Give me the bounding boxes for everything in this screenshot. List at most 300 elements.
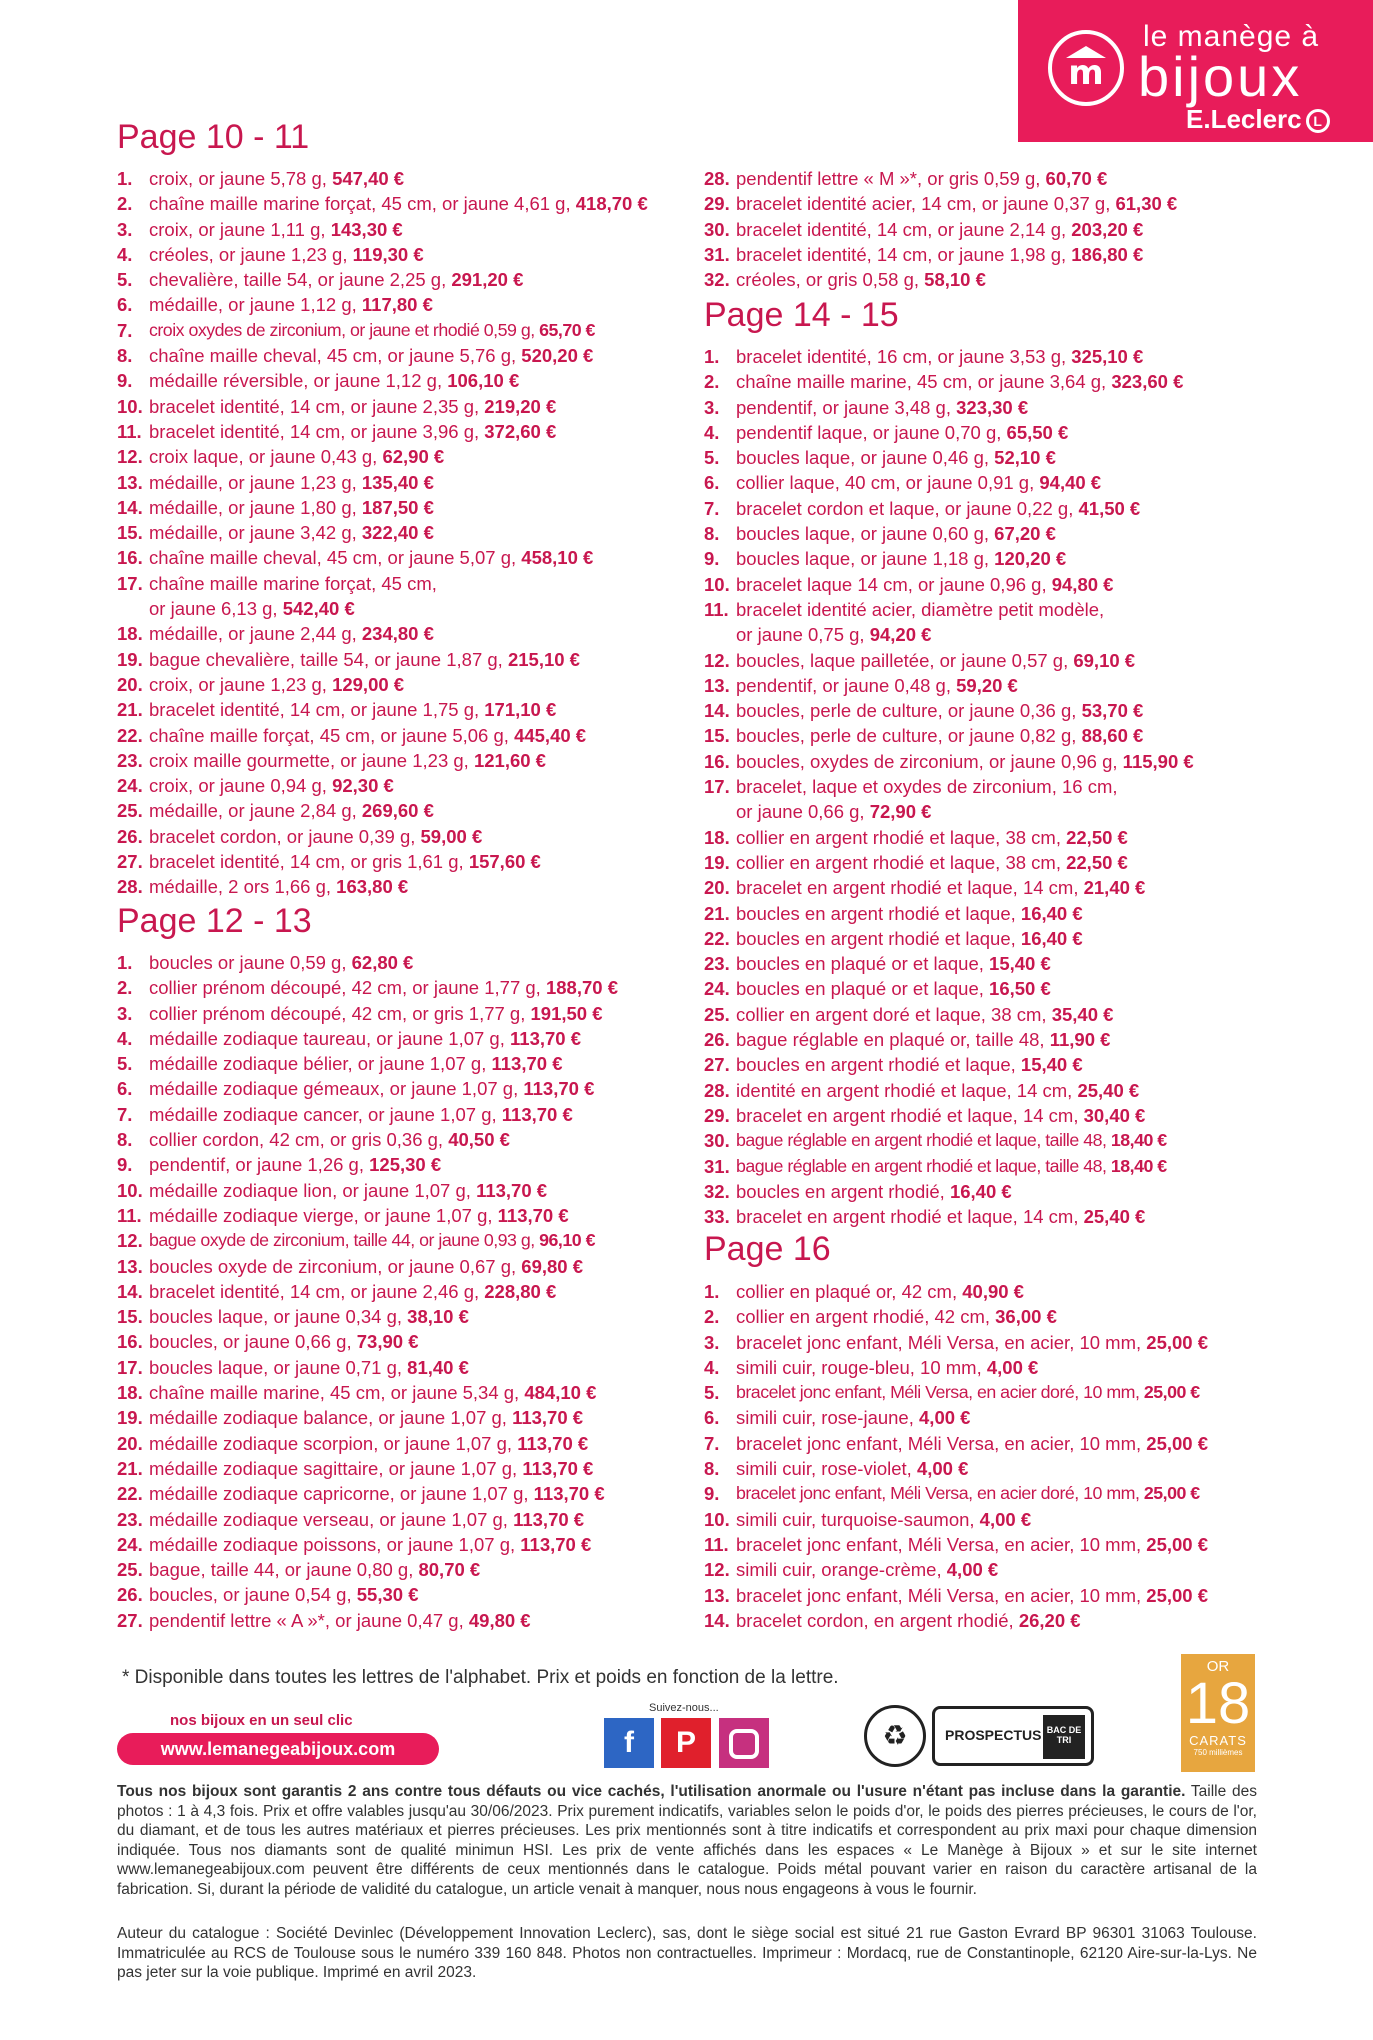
legal-lead: Tous nos bijoux sont garantis 2 ans contre tous défauts ou vice cachés, l'utilisation anormale ou l'usure n'étant pas incluse dans la garantie. [117, 1783, 1186, 1800]
item-number: 13. [704, 674, 730, 696]
list-item [704, 1002, 1194, 1027]
item-description: collier en argent doré et laque, 38 cm, [736, 1003, 1052, 1025]
list-item [117, 1127, 618, 1152]
list-item [704, 546, 1194, 571]
list-item [117, 950, 618, 975]
list-item [117, 1026, 618, 1051]
item-description: bracelet identité, 14 cm, or jaune 1,98 g, [736, 243, 1072, 265]
list-item [117, 368, 648, 393]
item-number: 27. [117, 851, 143, 873]
item-number: 4. [704, 421, 720, 443]
item-price: 88,60 € [1081, 725, 1144, 747]
item-number: 14. [704, 700, 730, 722]
instagram-icon[interactable] [719, 1718, 769, 1768]
item-description: médaille zodiaque balance, or jaune 1,07 g, [149, 1407, 513, 1429]
item-description: chaîne maille cheval, 45 cm, or jaune 5,07 g, [149, 547, 522, 569]
item-description: bracelet en argent rhodié et laque, 14 cm, [736, 877, 1084, 899]
item-description: médaille zodiaque sagittaire, or jaune 1,07 g, [149, 1457, 523, 1479]
item-number: 21. [117, 699, 143, 721]
item-number: 25. [117, 800, 143, 822]
item-description: bracelet jonc enfant, Méli Versa, en acier, 10 mm, [736, 1432, 1147, 1454]
item-price: 62,80 € [351, 952, 414, 973]
item-number: 17. [117, 572, 143, 594]
item-number: 2. [117, 193, 133, 215]
list-item [117, 1608, 618, 1633]
item-number: 19. [117, 648, 143, 670]
item-price: 55,30 € [356, 1584, 419, 1606]
item-price: 113,70 € [497, 1204, 569, 1226]
item-list-p12 [117, 950, 618, 1633]
list-item [117, 1228, 618, 1253]
item-description: boucles en argent rhodié et laque, [736, 927, 1021, 949]
item-number: 21. [704, 902, 730, 924]
item-price: 73,90 € [356, 1331, 419, 1353]
item-description: boucles en argent rhodié et laque, [736, 902, 1021, 924]
list-item [117, 267, 648, 292]
item-number: 32. [704, 269, 730, 291]
item-price: 49,80 € [468, 1609, 531, 1631]
item-description: bracelet jonc enfant, Méli Versa, en acier, 10 mm, [736, 1331, 1147, 1353]
item-description: bracelet identité, 14 cm, or jaune 1,75 g, [149, 699, 485, 721]
item-description: boucles en plaqué or et laque, [736, 978, 990, 1000]
item-number: 25. [704, 1003, 730, 1025]
item-price: 16,40 € [1020, 902, 1083, 924]
item-number: 25. [117, 1559, 143, 1581]
item-price: 30,40 € [1083, 1104, 1146, 1126]
item-description: médaille, or jaune 2,44 g, [149, 623, 362, 645]
item-number: 2. [117, 977, 133, 999]
item-number: 33. [704, 1206, 730, 1228]
item-number: 6. [704, 1407, 720, 1429]
item-price: 187,50 € [361, 496, 434, 518]
item-price: 203,20 € [1071, 218, 1144, 240]
item-price: 191,50 € [530, 1002, 603, 1024]
item-number: 2. [704, 371, 720, 393]
pinterest-icon[interactable]: P [661, 1718, 711, 1768]
item-price: 4,00 € [916, 1458, 969, 1480]
item-price: 418,70 € [575, 193, 648, 215]
item-number: 7. [117, 319, 133, 341]
list-item [117, 242, 648, 267]
item-description: médaille, or jaune 3,42 g, [149, 522, 362, 544]
item-description: boucles, perle de culture, or jaune 0,36 g, [736, 700, 1082, 722]
item-description: croix, or jaune 5,78 g, [149, 168, 333, 189]
item-price: 228,80 € [484, 1280, 557, 1302]
list-item [117, 1355, 618, 1380]
list-item [704, 926, 1194, 951]
item-list-p12-continued [704, 166, 1177, 292]
item-price: 22,50 € [1066, 851, 1128, 873]
item-price: 16,40 € [949, 1180, 1012, 1202]
item-description: or jaune 0,75 g, [736, 624, 870, 646]
logo-line3: E.Leclerc L [1186, 104, 1330, 135]
website-link[interactable]: www.lemanegeabijoux.com [117, 1733, 439, 1765]
item-price: 67,20 € [994, 523, 1056, 545]
credits-text: Auteur du catalogue : Société Devinlec (Développement Innovation Leclerc), sas, dont le siège social est situé 21 rue Gaston Evrard BP 96301 31063 Toulouse. Immatriculée au RCS de Toulouse sous le numéro 339 160 848. Photos non contractuelles. Imprimeur : Mordacq, rue de Constantinople, 62120 Aire-sur-la-Lys. Ne pas jeter sur la voie publique. Imprimé en avril 2023. [117, 1925, 1257, 1982]
item-description: médaille, or jaune 2,84 g, [149, 800, 362, 822]
footnote: * Disponible dans toutes les lettres de l'alphabet. Prix et poids en fonction de la lettre. [122, 1667, 839, 1688]
item-number: 4. [704, 1356, 720, 1378]
item-number: 14. [117, 496, 143, 518]
item-description: bracelet identité, 14 cm, or jaune 2,46 g, [149, 1280, 485, 1302]
item-price: 291,20 € [451, 269, 524, 291]
item-price: 25,40 € [1083, 1206, 1146, 1228]
list-item [117, 292, 648, 317]
list-item [117, 874, 648, 899]
list-item [704, 825, 1194, 850]
item-price: 11,90 € [1049, 1029, 1111, 1051]
list-item [117, 1329, 618, 1354]
item-description: créoles, or jaune 1,23 g, [149, 243, 353, 265]
item-description: pendentif lettre « M »*, or gris 0,59 g, [736, 168, 1046, 189]
list-item [117, 444, 648, 469]
item-price: 163,80 € [336, 876, 409, 898]
item-description: chaîne maille forçat, 45 cm, or jaune 5,06 g, [149, 724, 515, 746]
item-description: bracelet identité, 14 cm, or gris 1,61 g, [149, 851, 469, 873]
item-description: bracelet identité, 14 cm, or jaune 2,35 g, [149, 395, 485, 417]
list-item [117, 1178, 618, 1203]
item-price: 171,10 € [484, 699, 557, 721]
item-price: 215,10 € [507, 648, 580, 670]
item-price: 186,80 € [1071, 243, 1144, 265]
item-description: médaille zodiaque gémeaux, or jaune 1,07 g, [149, 1078, 524, 1100]
item-description: bracelet laque 14 cm, or jaune 0,96 g, [736, 573, 1052, 595]
triman-recycling-icon: ♻ [864, 1705, 926, 1767]
item-number: 5. [117, 269, 133, 291]
item-number: 24. [117, 1533, 143, 1555]
item-number: 9. [117, 1154, 133, 1176]
item-price: 59,20 € [956, 674, 1018, 696]
item-number: 27. [704, 1054, 730, 1076]
item-description: croix, or jaune 1,23 g, [149, 673, 333, 695]
item-price: 135,40 € [361, 471, 434, 493]
item-number: 24. [117, 775, 143, 797]
item-number: 8. [704, 523, 720, 545]
item-price: 16,50 € [989, 978, 1051, 1000]
recycle-bin-icon: BAC DE TRI [1043, 1715, 1085, 1759]
list-item [117, 1507, 618, 1532]
list-item [117, 1279, 618, 1304]
item-description: bracelet, laque et oxydes de zirconium, 16 cm, [736, 776, 1118, 798]
item-number: 3. [117, 218, 133, 240]
item-price: 92,30 € [332, 775, 394, 797]
gold-18-carats-badge: OR 18 CARATS 750 millièmes [1181, 1654, 1255, 1772]
item-number: 1. [117, 952, 133, 973]
item-description: médaille zodiaque poissons, or jaune 1,07 g, [149, 1533, 521, 1555]
logo-mark-icon: m [1048, 30, 1124, 106]
item-number: 11. [117, 420, 142, 442]
item-price: 458,10 € [521, 547, 594, 569]
list-item [117, 1557, 618, 1582]
list-item [117, 1532, 618, 1557]
list-item [117, 1254, 618, 1279]
item-price: 25,00 € [1143, 1483, 1200, 1504]
item-description: bracelet en argent rhodié et laque, 14 cm, [736, 1206, 1084, 1228]
list-item [704, 1608, 1208, 1633]
list-item [117, 495, 648, 520]
item-price: 81,40 € [407, 1356, 469, 1378]
item-description: bague, taille 44, or jaune 0,80 g, [149, 1559, 419, 1581]
item-description: médaille, or jaune 1,80 g, [149, 496, 362, 518]
item-price: 113,70 € [491, 1053, 563, 1075]
list-item [704, 1179, 1194, 1204]
list-item [704, 698, 1194, 723]
item-number: 9. [704, 1483, 720, 1505]
item-price: 65,70 € [539, 319, 595, 340]
logo-line1: le manège à [1143, 20, 1320, 53]
item-price: 35,40 € [1051, 1003, 1114, 1025]
list-item [704, 420, 1194, 445]
item-description: collier en argent rhodié et laque, 38 cm, [736, 851, 1067, 873]
list-item [117, 1304, 618, 1329]
item-number: 11. [117, 1204, 142, 1226]
item-price: 322,40 € [361, 522, 434, 544]
item-number: 3. [704, 1331, 720, 1353]
item-price: 25,40 € [1077, 1079, 1140, 1101]
item-description: collier en argent rhodié, 42 cm, [736, 1306, 996, 1328]
item-number: 1. [704, 1281, 720, 1302]
list-item [117, 1380, 618, 1405]
item-description: simili cuir, rose-jaune, [736, 1407, 920, 1429]
item-description: bracelet identité acier, 14 cm, or jaune 0,37 g, [736, 193, 1116, 215]
item-number: 31. [704, 243, 730, 265]
item-number: 28. [704, 1079, 730, 1101]
item-price: 69,10 € [1073, 649, 1136, 671]
item-price: 125,30 € [369, 1154, 442, 1176]
item-price: 58,10 € [924, 269, 986, 291]
item-description: pendentif, or jaune 0,48 g, [736, 674, 957, 696]
item-description: bracelet jonc enfant, Méli Versa, en acier, 10 mm, [736, 1533, 1147, 1555]
item-number: 28. [117, 876, 143, 898]
item-description: bracelet identité acier, diamètre petit modèle, [736, 598, 1105, 620]
item-price: 16,40 € [1020, 927, 1083, 949]
item-description: chaîne maille marine, 45 cm, or jaune 3,64 g, [736, 371, 1112, 393]
item-description: bracelet jonc enfant, Méli Versa, en acier, 10 mm, [736, 1584, 1147, 1606]
item-price: 4,00 € [979, 1508, 1032, 1530]
item-description: boucles en plaqué or et laque, [736, 953, 990, 975]
logo-line2: bijoux [1138, 45, 1303, 108]
item-number: 12. [117, 446, 143, 468]
item-number: 31. [704, 1155, 730, 1177]
list-item [704, 369, 1194, 394]
item-description: bracelet cordon, or jaune 0,39 g, [149, 825, 421, 847]
item-number: 8. [704, 1458, 720, 1480]
item-description: bracelet identité, 14 cm, or jaune 2,14 g, [736, 218, 1072, 240]
list-item [117, 1152, 618, 1177]
item-number: 12. [117, 1230, 143, 1252]
list-item [704, 572, 1194, 597]
item-price: 94,20 € [869, 624, 932, 646]
item-price: 52,10 € [994, 447, 1056, 469]
item-price: 106,10 € [447, 370, 520, 392]
list-item [117, 1582, 618, 1607]
item-number: 10. [704, 1508, 730, 1530]
item-number: 14. [704, 1609, 730, 1631]
item-price: 117,80 € [361, 294, 433, 316]
item-description: boucles laque, or jaune 0,34 g, [149, 1306, 408, 1328]
item-number: 19. [704, 851, 730, 873]
list-item [117, 343, 648, 368]
item-description: boucles laque, or jaune 0,46 g, [736, 447, 995, 469]
item-price: 547,40 € [332, 168, 405, 189]
item-number: 18. [117, 623, 143, 645]
item-number: 17. [117, 1356, 143, 1378]
item-price: 18,40 € [1110, 1155, 1167, 1176]
item-description: collier prénom découpé, 42 cm, or gris 1,77 g, [149, 1002, 531, 1024]
item-description: médaille zodiaque bélier, or jaune 1,07 g, [149, 1053, 492, 1075]
item-description: bracelet en argent rhodié et laque, 14 cm, [736, 1104, 1084, 1126]
list-item [704, 774, 1194, 799]
list-item [117, 773, 648, 798]
item-number: 22. [117, 1483, 143, 1505]
item-number: 22. [117, 724, 143, 746]
list-item [117, 975, 618, 1000]
list-item [117, 166, 648, 191]
list-item [704, 673, 1194, 698]
item-description: simili cuir, rose-violet, [736, 1458, 917, 1480]
item-number: 16. [117, 1331, 143, 1353]
item-number: 18. [704, 826, 730, 848]
item-number: 14. [117, 1280, 143, 1302]
item-price: 61,30 € [1115, 193, 1178, 215]
item-description: croix, or jaune 1,11 g, [149, 218, 331, 240]
item-description: collier cordon, 42 cm, or gris 0,36 g, [149, 1129, 449, 1151]
item-number: 4. [117, 243, 133, 265]
list-item [704, 1355, 1208, 1380]
list-item [704, 1507, 1208, 1532]
item-description: boucles, or jaune 0,66 g, [149, 1331, 357, 1353]
list-item [704, 395, 1194, 420]
item-description: boucles, laque pailletée, or jaune 0,57 g, [736, 649, 1074, 671]
leclerc-badge-icon: L [1306, 109, 1330, 133]
item-description: bague oxyde de zirconium, taille 44, or jaune 0,93 g, [149, 1230, 540, 1251]
list-item [117, 723, 648, 748]
item-number: 10. [117, 1179, 143, 1201]
list-item [704, 1557, 1208, 1582]
item-price: 25,00 € [1146, 1331, 1209, 1353]
list-item [117, 849, 648, 874]
item-price: 372,60 € [484, 420, 557, 442]
list-item [117, 394, 648, 419]
item-description: chaîne maille cheval, 45 cm, or jaune 5,76 g, [149, 345, 522, 367]
list-item [704, 344, 1194, 369]
item-price: 4,00 € [946, 1559, 999, 1581]
item-number: 32. [704, 1180, 730, 1202]
item-number: 7. [704, 497, 720, 519]
item-description: bracelet identité, 16 cm, or jaune 3,53 g, [736, 346, 1072, 367]
item-number: 23. [117, 749, 143, 771]
list-item [704, 1431, 1208, 1456]
item-number: 15. [117, 1306, 143, 1328]
item-description: médaille zodiaque capricorne, or jaune 1,07 g, [149, 1483, 534, 1505]
item-price: 25,00 € [1146, 1432, 1209, 1454]
item-price: 120,20 € [994, 548, 1067, 570]
list-item [117, 470, 648, 495]
item-description: chevalière, taille 54, or jaune 2,25 g, [149, 269, 452, 291]
item-description: boucles laque, or jaune 0,71 g, [149, 1356, 408, 1378]
item-price: 119,30 € [352, 243, 424, 265]
list-item [704, 191, 1177, 216]
item-price: 484,10 € [524, 1382, 597, 1404]
list-item [117, 1456, 618, 1481]
list-item [704, 521, 1194, 546]
item-number: 12. [704, 1559, 730, 1581]
item-number: 4. [117, 1027, 133, 1049]
list-item [704, 723, 1194, 748]
item-description: boucles, or jaune 0,54 g, [149, 1584, 357, 1606]
item-price: 113,70 € [501, 1103, 573, 1125]
section-title-p10: Page 10 - 11 [117, 118, 310, 156]
item-price: 219,20 € [484, 395, 557, 417]
item-number: 5. [704, 1382, 720, 1404]
item-description: croix oxydes de zirconium, or jaune et rhodié 0,59 g, [149, 319, 540, 340]
section-title-p12: Page 12 - 13 [117, 902, 312, 940]
item-description: boucles laque, or jaune 0,60 g, [736, 523, 995, 545]
list-item [704, 875, 1194, 900]
item-number: 16. [117, 547, 143, 569]
item-price: 143,30 € [330, 218, 403, 240]
list-item [117, 191, 648, 216]
section-title-p16: Page 16 [704, 1230, 831, 1268]
item-price: 21,40 € [1083, 877, 1146, 899]
list-item [117, 697, 648, 722]
legal-text [117, 1782, 1257, 1900]
list-item [704, 799, 1194, 824]
item-number: 23. [117, 1508, 143, 1530]
list-item [704, 1456, 1208, 1481]
list-item [704, 1154, 1194, 1179]
item-description: bague chevalière, taille 54, or jaune 1,87 g, [149, 648, 508, 670]
item-price: 25,00 € [1146, 1584, 1209, 1606]
item-number: 27. [117, 1609, 143, 1631]
item-number: 7. [117, 1103, 133, 1125]
item-description: collier prénom découpé, 42 cm, or jaune 1,77 g, [149, 977, 546, 999]
item-price: 72,90 € [869, 801, 932, 823]
list-item [704, 217, 1177, 242]
item-price: 115,90 € [1122, 750, 1194, 772]
item-number: 1. [704, 346, 720, 367]
item-description: or jaune 0,66 g, [736, 801, 870, 823]
item-price: 113,70 € [533, 1483, 605, 1505]
list-item [704, 1304, 1208, 1329]
item-description: collier laque, 40 cm, or jaune 0,91 g, [736, 472, 1040, 494]
list-item [704, 1405, 1208, 1430]
item-number: 18. [117, 1382, 143, 1404]
item-description: boucles, oxydes de zirconium, or jaune 0,96 g, [736, 750, 1123, 772]
item-number: 21. [117, 1457, 143, 1479]
item-description: médaille réversible, or jaune 1,12 g, [149, 370, 448, 392]
item-description: bague réglable en argent rhodié et laque, taille 48, [736, 1155, 1111, 1176]
item-price: 129,00 € [332, 673, 405, 695]
facebook-icon[interactable]: f [604, 1718, 654, 1768]
legal-rest: Taille des photos : 1 à 4,3 fois. Prix et offre valables jusqu'au 30/06/2023. Prix purement indicatifs, variables selon le poids d'or, le poids des pierres précieuses, le cours de l'or, du diamant, et de tous les autres matériaux et pierres précieuses. Les prix mentionnés sont à titre indicatifs et correspondent au prix maxi pour chaque dimension indiquée. Tous nos diamants sont de qualité minimun HSI. Les prix de vente affichés dans les espaces « Le Manège à Bijoux » et sur le site internet www.lemanegeabijoux.com peuvent être différents de ceux mentionnés dans le catalogue. Poids métal pouvant varier en raison du caractère artisanal de la fabrication. Si, durant la période de validité du catalogue, un article venait à manquer, nous nous engageons à vous le fournir. [117, 1783, 1257, 1898]
list-item [117, 1481, 618, 1506]
item-description: boucles en argent rhodié et laque, [736, 1054, 1021, 1076]
item-price: 22,50 € [1066, 826, 1128, 848]
item-number: 6. [117, 1078, 133, 1100]
item-description: médaille zodiaque lion, or jaune 1,07 g, [149, 1179, 477, 1201]
item-price: 94,40 € [1039, 472, 1102, 494]
list-item [117, 217, 648, 242]
section-title-p14: Page 14 - 15 [704, 296, 899, 334]
item-number: 30. [704, 218, 730, 240]
item-number: 6. [704, 472, 720, 494]
item-description: simili cuir, orange-crème, [736, 1559, 947, 1581]
prospectus-label: PROSPECTUS [945, 1727, 1042, 1743]
list-item [704, 1103, 1194, 1128]
item-description: pendentif laque, or jaune 0,70 g, [736, 421, 1007, 443]
list-item [117, 1203, 618, 1228]
